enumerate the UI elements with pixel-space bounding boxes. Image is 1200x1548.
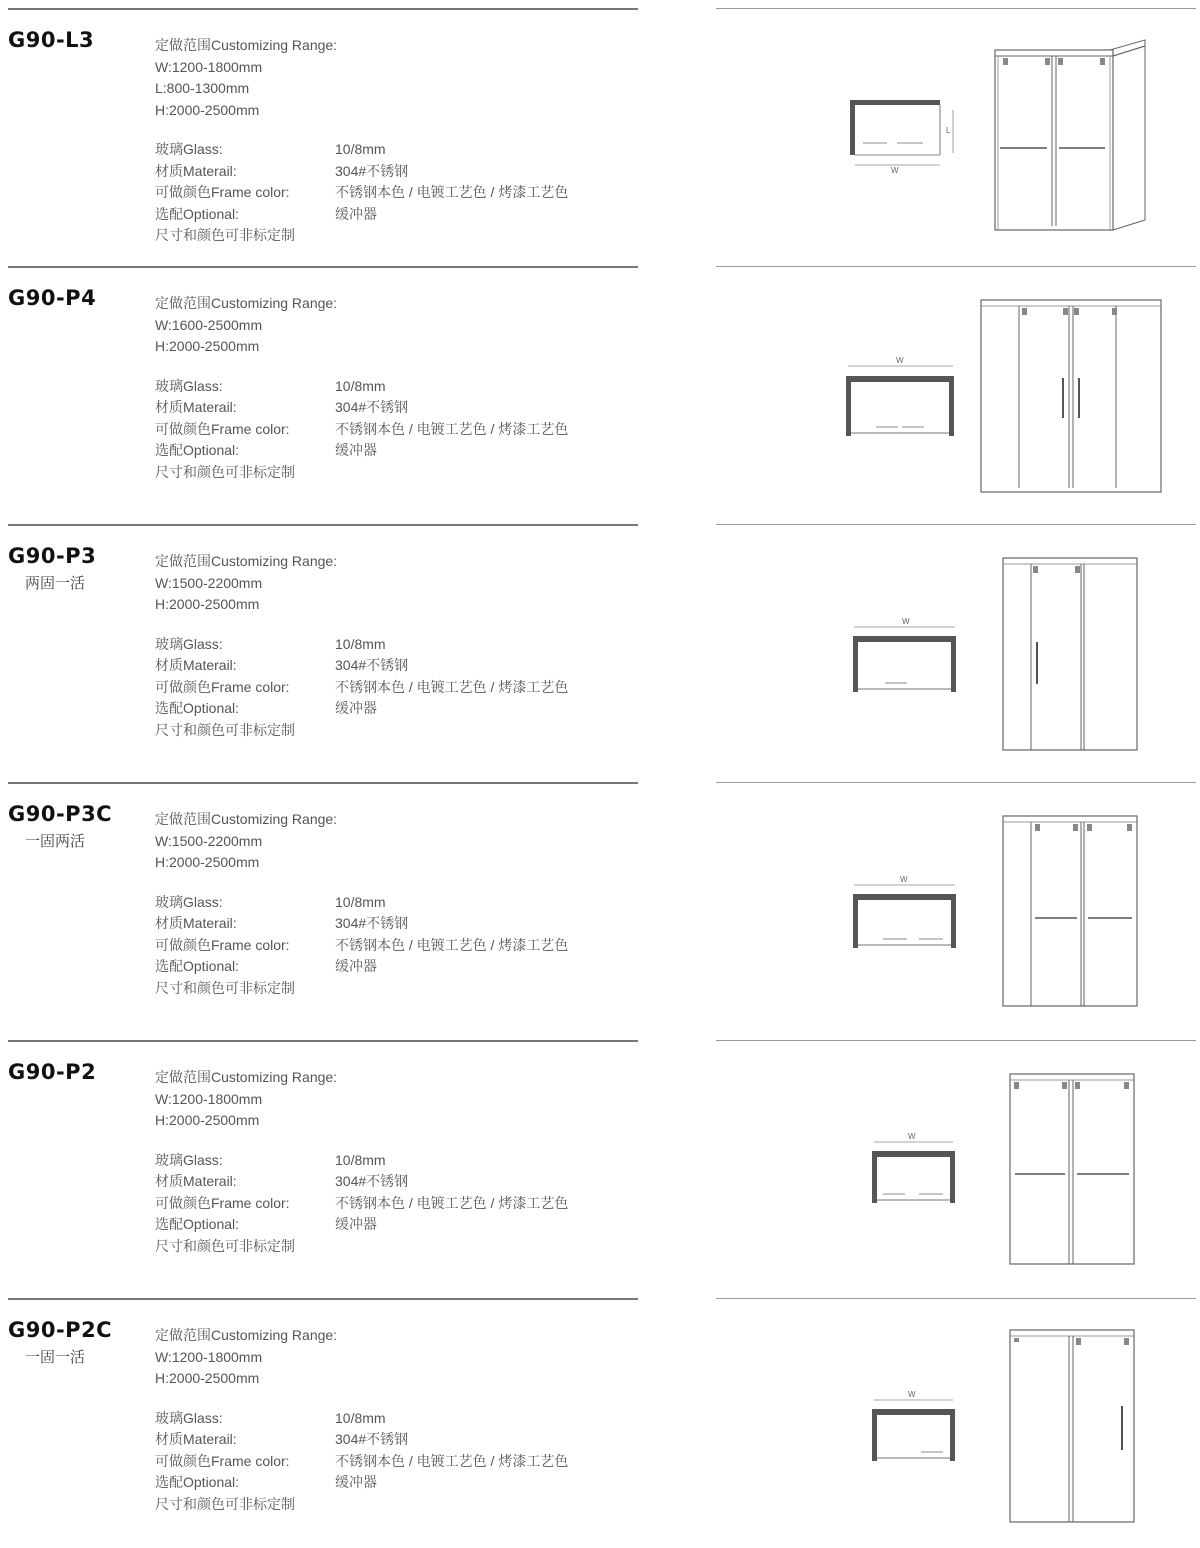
- shower-elevation-drawing: [995, 554, 1145, 754]
- plan-view-diagram: [865, 1386, 965, 1471]
- divider: [8, 782, 638, 784]
- model-name: G90-P3C: [8, 802, 113, 826]
- model-name: G90-P2: [8, 1060, 97, 1084]
- divider: [716, 524, 1196, 525]
- shower-elevation-drawing: [1000, 1070, 1145, 1270]
- optional-row: 选配Optional: 缓冲器: [155, 1216, 377, 1232]
- divider: [716, 782, 1196, 783]
- divider: [8, 266, 638, 268]
- color-row: 可做颜色Frame color: 不锈钢本色 / 电镀工艺色 / 烤漆工艺色: [155, 1452, 569, 1469]
- plan-view-diagram: [845, 95, 965, 175]
- svg-text:W: W: [891, 166, 899, 175]
- color-row: 可做颜色Frame color: 不锈钢本色 / 电镀工艺色 / 烤漆工艺色: [155, 184, 569, 200]
- dim-l: L:800-1300mm: [155, 80, 250, 96]
- range-label: 定做范围Customizing Range:: [155, 37, 338, 53]
- color-row: 可做颜色Frame color: 不锈钢本色 / 电镀工艺色 / 烤漆工艺色: [155, 420, 569, 437]
- glass-row: 玻璃Glass: 10/8mm: [155, 377, 386, 394]
- custom-note: 尺寸和颜色可非标定制: [155, 1495, 295, 1512]
- dim-h: H:2000-2500mm: [155, 101, 260, 118]
- divider: [716, 1298, 1196, 1299]
- dim-w: W:1200-1800mm: [155, 1090, 263, 1107]
- product-section-g90-p4: [0, 258, 1200, 516]
- divider: [8, 524, 638, 526]
- plan-view-diagram: [845, 612, 965, 697]
- material-row: 材质Materail: 304#不锈钢: [155, 162, 409, 179]
- divider: [716, 1040, 1196, 1041]
- dim-w: W:1500-2200mm: [155, 832, 263, 849]
- dim-h: H:2000-2500mm: [155, 1370, 260, 1386]
- custom-note: 尺寸和颜色可非标定制: [155, 463, 295, 480]
- divider: [8, 1298, 638, 1300]
- svg-text:W: W: [896, 356, 904, 365]
- custom-note: 尺寸和颜色可非标定制: [155, 227, 295, 243]
- shower-elevation-drawing: [975, 296, 1170, 496]
- range-label: 定做范围Customizing Range:: [155, 295, 338, 311]
- divider: [8, 1040, 638, 1042]
- product-section-g90-l3: [0, 0, 1200, 258]
- svg-text:W: W: [908, 1390, 916, 1399]
- glass-row: 玻璃Glass: 10/8mm: [155, 893, 386, 910]
- dim-w: W:1600-2500mm: [155, 316, 263, 333]
- material-row: 材质Materail: 304#不锈钢: [155, 1431, 409, 1447]
- svg-text:W: W: [900, 875, 908, 884]
- model-name: G90-P2C: [8, 1318, 113, 1342]
- range-label: 定做范围Customizing Range:: [155, 811, 338, 827]
- dim-h: H:2000-2500mm: [155, 854, 260, 870]
- dim-w: W:1500-2200mm: [155, 574, 263, 591]
- svg-text:W: W: [908, 1132, 916, 1141]
- shower-elevation-drawing: [1000, 1328, 1145, 1528]
- color-row: 可做颜色Frame color: 不锈钢本色 / 电镀工艺色 / 烤漆工艺色: [155, 678, 569, 695]
- dim-w: W:1200-1800mm: [155, 58, 263, 75]
- model-subtitle: 两固一活: [24, 575, 85, 592]
- plan-view-diagram: [865, 1128, 965, 1213]
- optional-row: 选配Optional: 缓冲器: [155, 442, 377, 458]
- svg-text:W: W: [902, 617, 910, 626]
- spec-block: [155, 809, 568, 999]
- optional-row: 选配Optional: 缓冲器: [155, 205, 377, 222]
- glass-row: 玻璃Glass: 10/8mm: [155, 141, 386, 157]
- optional-row: 选配Optional: 缓冲器: [155, 700, 377, 716]
- spec-block: [155, 35, 568, 247]
- divider: [8, 8, 638, 10]
- range-label: 定做范围Customizing Range:: [155, 1069, 338, 1085]
- dim-h: H:2000-2500mm: [155, 1112, 260, 1128]
- product-section-g90-p2: [0, 1032, 1200, 1290]
- material-row: 材质Materail: 304#不锈钢: [155, 915, 409, 931]
- optional-row: 选配Optional: 缓冲器: [155, 1474, 377, 1490]
- custom-note: 尺寸和颜色可非标定制: [155, 979, 295, 996]
- model-subtitle: 一固两活: [24, 833, 85, 850]
- shower-elevation-drawing: [995, 812, 1145, 1012]
- glass-row: 玻璃Glass: 10/8mm: [155, 635, 386, 652]
- divider: [716, 266, 1196, 267]
- spec-block: [155, 551, 568, 741]
- model-name: G90-P4: [8, 286, 97, 310]
- spec-block: [155, 1325, 568, 1515]
- plan-view-diagram: [840, 353, 965, 443]
- material-row: 材质Materail: 304#不锈钢: [155, 1173, 409, 1189]
- product-section-g90-p3: [0, 516, 1200, 774]
- divider: [716, 8, 1196, 9]
- custom-note: 尺寸和颜色可非标定制: [155, 1237, 295, 1254]
- model-subtitle: 一固一活: [24, 1349, 85, 1366]
- material-row: 材质Materail: 304#不锈钢: [155, 657, 409, 673]
- material-row: 材质Materail: 304#不锈钢: [155, 399, 409, 415]
- color-row: 可做颜色Frame color: 不锈钢本色 / 电镀工艺色 / 烤漆工艺色: [155, 936, 569, 953]
- dim-h: H:2000-2500mm: [155, 338, 260, 354]
- model-name: G90-P3: [8, 544, 97, 568]
- dim-h: H:2000-2500mm: [155, 596, 260, 612]
- svg-text:L: L: [946, 126, 951, 135]
- glass-row: 玻璃Glass: 10/8mm: [155, 1409, 386, 1426]
- range-label: 定做范围Customizing Range:: [155, 1327, 338, 1343]
- model-name: G90-L3: [8, 28, 95, 52]
- range-label: 定做范围Customizing Range:: [155, 553, 338, 569]
- spec-block: [155, 293, 568, 483]
- shower-elevation-drawing: [985, 38, 1155, 238]
- dim-w: W:1200-1800mm: [155, 1348, 263, 1365]
- color-row: 可做颜色Frame color: 不锈钢本色 / 电镀工艺色 / 烤漆工艺色: [155, 1194, 569, 1211]
- optional-row: 选配Optional: 缓冲器: [155, 958, 377, 974]
- product-section-g90-p3c: [0, 774, 1200, 1032]
- spec-block: [155, 1067, 568, 1257]
- custom-note: 尺寸和颜色可非标定制: [155, 721, 295, 738]
- product-section-g90-p2c: [0, 1290, 1200, 1548]
- glass-row: 玻璃Glass: 10/8mm: [155, 1151, 386, 1168]
- plan-view-diagram: [845, 870, 965, 955]
